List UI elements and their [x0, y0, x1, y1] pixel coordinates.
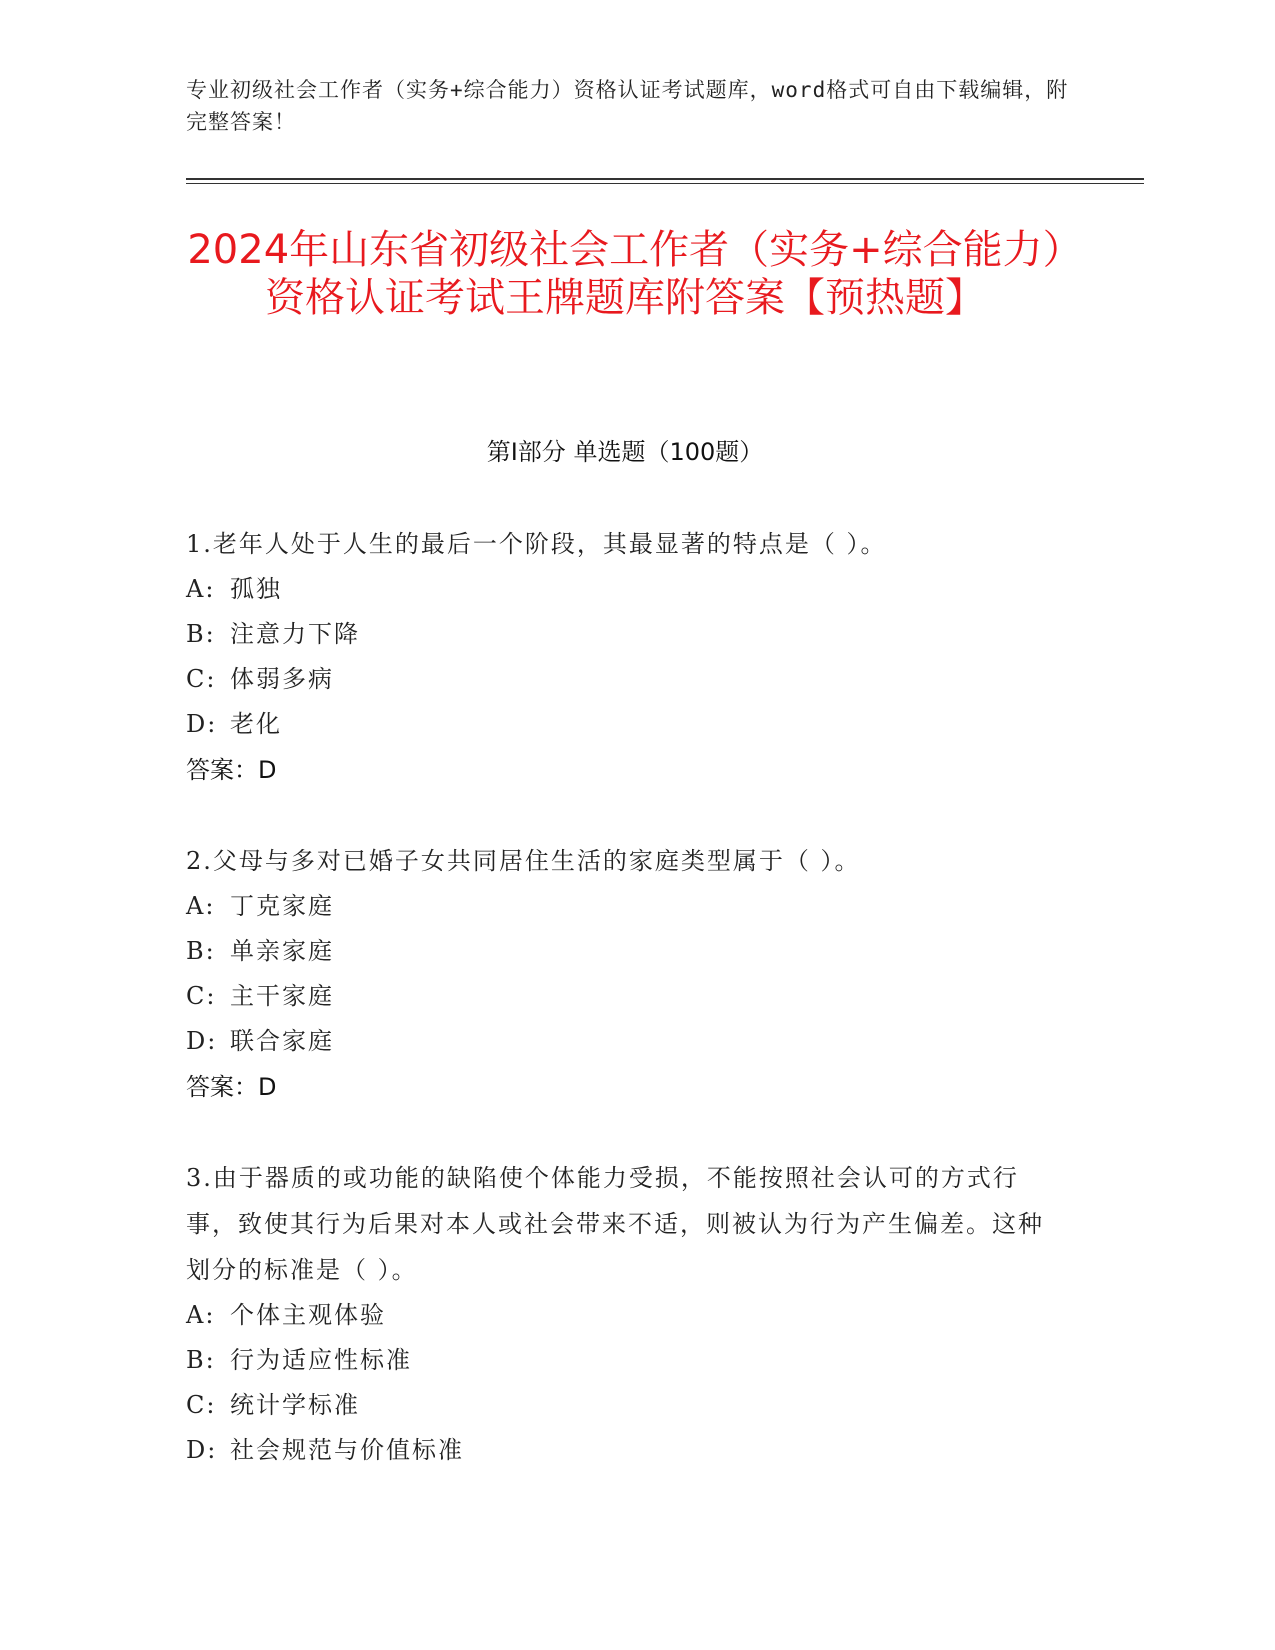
- option-c: [186, 974, 1066, 1019]
- option-letter: C:: [186, 982, 217, 1010]
- option-d: [186, 1428, 1066, 1473]
- option-text: 行为适应性标准: [230, 1346, 412, 1374]
- question-stem: 2.父母与多对已婚子女共同居住生活的家庭类型属于（ ）。: [186, 847, 861, 875]
- question-stem: 1.老年人处于人生的最后一个阶段，其最显著的特点是（ ）。: [186, 530, 887, 558]
- option-text: 体弱多病: [230, 665, 334, 693]
- option-letter: A:: [186, 892, 216, 920]
- option-text: 孤独: [230, 575, 282, 603]
- answer-label: 答案：: [186, 756, 258, 784]
- option-a: [186, 567, 1066, 612]
- option-letter: A:: [186, 1301, 216, 1329]
- option-c: [186, 657, 1066, 702]
- option-d: [186, 702, 1066, 747]
- option-b: [186, 612, 1066, 657]
- option-b: [186, 929, 1066, 974]
- header-rule-thin: [186, 183, 1144, 184]
- answer-line: [186, 747, 1066, 793]
- question-stem: 3.由于器质的或功能的缺陷使个体能力受损，不能按照社会认可的方式行事，致使其行为后果对本人或社会带来不适，则被认为行为产生偏差。这种划分的标准是（ ）。: [186, 1164, 1044, 1284]
- answer-value: D: [258, 756, 277, 784]
- option-letter: D:: [186, 1436, 218, 1464]
- option-a: [186, 1293, 1066, 1338]
- header-rule-thick: [186, 178, 1144, 180]
- answer-label: 答案：: [186, 1073, 258, 1101]
- option-text: 社会规范与价值标准: [230, 1436, 464, 1464]
- question-3: [186, 1155, 1066, 1473]
- option-a: [186, 884, 1066, 929]
- option-letter: B:: [186, 1346, 216, 1374]
- option-letter: B:: [186, 620, 216, 648]
- option-letter: C:: [186, 1391, 217, 1419]
- question-1: [186, 521, 1066, 793]
- section-title: 第Ⅰ部分 单选题（100题）: [486, 438, 764, 466]
- answer-value: D: [258, 1073, 277, 1101]
- option-letter: D:: [186, 710, 218, 738]
- option-letter: D:: [186, 1027, 218, 1055]
- option-text: 主干家庭: [230, 982, 334, 1010]
- option-text: 注意力下降: [230, 620, 360, 648]
- option-text: 老化: [230, 710, 282, 738]
- question-2: [186, 838, 1066, 1110]
- option-c: [186, 1383, 1066, 1428]
- option-text: 联合家庭: [230, 1027, 334, 1055]
- option-text: 个体主观体验: [230, 1301, 386, 1329]
- option-text: 统计学标准: [230, 1391, 360, 1419]
- option-letter: C:: [186, 665, 217, 693]
- option-b: [186, 1338, 1066, 1383]
- option-letter: A:: [186, 575, 216, 603]
- option-d: [186, 1019, 1066, 1064]
- document-title: 2024年山东省初级社会工作者（实务+综合能力）资格认证考试王牌题库附答案【预热题】: [187, 227, 1063, 321]
- answer-line: [186, 1064, 1066, 1110]
- option-text: 丁克家庭: [230, 892, 334, 920]
- option-letter: B:: [186, 937, 216, 965]
- option-text: 单亲家庭: [230, 937, 334, 965]
- header-note: 专业初级社会工作者（实务+综合能力）资格认证考试题库，word格式可自由下载编辑，附完整答案！: [186, 78, 1069, 134]
